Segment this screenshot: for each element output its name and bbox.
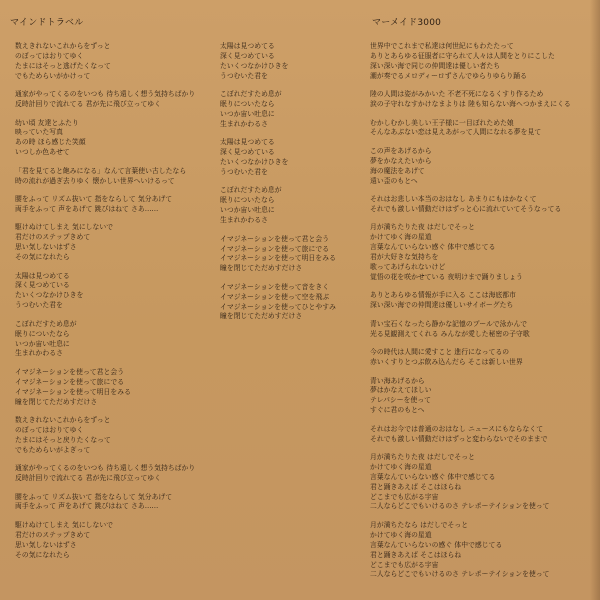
lyric-line: こぼれだすため息が [220, 90, 282, 99]
lyric-line: テレパシーを使って [370, 396, 432, 405]
lyric-line: 君だけのステップきめて [15, 530, 91, 539]
lyric-line: すぐに君のもとへ [370, 406, 425, 415]
lyric-line: でもためらいがかけって [15, 71, 91, 80]
lyric-line: あの時 ほら感じた笑顔 [15, 138, 86, 147]
lyric-stanza [370, 320, 594, 340]
lyric-line: たまにはそっと逃げたくなって [15, 61, 111, 70]
lyric-line: 歌ってあげられないけど [370, 263, 446, 271]
lyric-line: 今の時代は人間に愛すこと 進行になってるの [370, 348, 510, 357]
lyric-line: イマジネーションを使って旅にでる [15, 377, 125, 386]
lyric-line: 両手をふって 声をあげて 跳びはねて さあ…… [15, 502, 159, 511]
lyric-stanza [220, 283, 370, 323]
lyric-stanza [370, 147, 594, 187]
lyric-line: 青い海あげるから [370, 376, 425, 385]
lyric-line: 二人ならどこでもいけるのさ テレポーテイションを使って [370, 570, 550, 579]
lyric-line: 遠い歪のもとへ [370, 176, 418, 185]
lyric-line: それはお悲しい本当のおはなし あまりにもはかなくて [370, 195, 537, 204]
lyric-line: どこまでも広がる宇宙 [370, 560, 439, 569]
left-song-lyrics [15, 42, 215, 569]
lyric-line: 通家がやってくるのをいつも 待ち遠しく想う気持ちばかり [15, 90, 196, 99]
lyric-line: 君と踊きあえば そこはほらね [370, 482, 462, 491]
lyric-line: 時の流れが過ぎ去りゆく 懐かしい世界へいけるって [15, 176, 175, 185]
lyric-line: 陸の人間は姿がみかいた 不老不死になるくすり作るため [370, 90, 544, 99]
lyric-line: 深い深い海での仲間達は優しいサイボーグたち [370, 301, 514, 310]
lyric-line: どこまでも広がる宇宙 [370, 492, 439, 501]
lyric-stanza [220, 235, 370, 275]
lyric-line: イマジネーションを使って旅にでる [220, 244, 330, 253]
lyric-line: それでも激しい情動だけはずっと変わらないでそのままで [370, 434, 548, 443]
lyric-line: 幼い頃 友達とふたり [15, 118, 79, 127]
lyric-line: ありとあらゆる情報が手に入る ここは海底都市 [370, 291, 516, 300]
lyric-line: たまにはそっと戻りたくなって [15, 435, 111, 444]
lyric-stanza [15, 90, 215, 110]
lyric-line: 言葉なんていらない感ぐ 体中で感じてる [370, 243, 496, 252]
lyric-line: イマジネーションを使って明日をみる [15, 387, 131, 396]
lyric-line: 言葉なんていらない感ぐ 体中で感じてる [370, 472, 496, 481]
lyric-line: イマジネーションを使って空を飛ぶ [220, 292, 330, 301]
lyric-line: それでも激しい情動だけはずっと心に流れていてそうなってる [370, 204, 562, 213]
lyric-line: イマジネーションを使って音をきく [220, 282, 330, 291]
lyric-line: 駆けぬけてしまえ 気にしないで [15, 223, 114, 232]
lyric-stanza [220, 42, 370, 82]
lyric-line: 太陽は見つめてる [15, 271, 70, 280]
lyric-line: 腰をふって リズム抜いて 指をならして 気分あげて [15, 195, 173, 204]
lyric-stanza [370, 453, 594, 512]
lyric-line: この声をあげるから [370, 146, 432, 155]
lyric-line: 赤いくすりとつぶ飲み込んだら そこは新しい世界 [370, 358, 523, 367]
lyric-line: 生まれかわるさ [220, 216, 268, 225]
lyric-line: 二人ならどこでもいけるのさ テレポーテイションを使って [370, 502, 550, 511]
lyric-line: かけてゆく海の星道 [370, 233, 432, 242]
lyric-line: 数えきれないこれからをずっと [15, 42, 111, 50]
lyric-line: かけてゆく海の星道 [370, 462, 432, 471]
lyric-stanza [220, 186, 370, 226]
lyric-line: 深く見つめている [15, 281, 70, 290]
lyric-line: 君が大好きな気持ちを [370, 253, 439, 262]
lyric-stanza [15, 464, 215, 484]
lyric-line: かけてゆく海の星道 [370, 530, 432, 539]
lyric-line: いつか宙い吐息に [220, 206, 275, 215]
right-song-lyrics [370, 42, 594, 589]
lyric-line: 「君を見てると飽みになる」なんて言葉使い古したなら [15, 166, 187, 175]
lyric-line: ありとあらゆる征服者に守られて人々は人間をとりにこした [370, 51, 555, 60]
lyric-line: でもためらいがよぎって [15, 445, 91, 454]
lyric-line: 眠りについたなら [15, 329, 70, 338]
lyric-stanza [220, 90, 370, 130]
lyric-line: 太陽は見つめてる [220, 42, 275, 50]
lyric-line: うつむいた君を [220, 167, 268, 176]
lyric-line: 数えきれないこれからをずっと [15, 416, 111, 425]
lyric-line: 眠りについたなら [220, 100, 275, 109]
lyric-stanza [15, 272, 215, 312]
lyric-line: 月が満ちたなら はだしでそっと [370, 520, 469, 529]
lyric-line: 夢はかなえてほしい [370, 386, 432, 395]
lyric-line: たいくつなかけひきを [15, 291, 84, 300]
lyric-line: イマジネーションを使って君と会う [220, 234, 330, 243]
lyric-line: 深く見つめている [220, 148, 275, 157]
lyric-line: 世界中でこれまで私達は何世紀にもわたたって [370, 42, 514, 50]
lyric-line: 言葉なんていらないの感ぐ 体中で感じてる [370, 540, 503, 549]
right-song-title: マーメイド3000 [372, 18, 442, 28]
lyric-line: 月が満ちたりた夜 はだしでそっと [370, 453, 475, 462]
lyric-stanza [15, 493, 215, 513]
lyric-line: 反時計回りで流れてる 君が先に飛び立ってゆく [15, 474, 161, 483]
lyric-line: 生まれかわるさ [220, 119, 268, 128]
lyric-stanza [370, 291, 594, 311]
lyric-line: こぼれだすため息が [15, 319, 77, 328]
lyric-line: それはお今では普通のおはなし ニュースにもならなくて [370, 424, 544, 433]
lyric-line: いつか宙い吐息に [15, 339, 70, 348]
lyric-line: 青い宝石くなったら静かな記憶のプールで泳かんで [370, 319, 528, 328]
lyric-line: その気になれたら [15, 253, 70, 262]
lyric-line: 君と踊きあえば そこはほらね [370, 550, 462, 559]
lyric-line: 両手をふって 声をあげて 跳びはねて さあ…… [15, 204, 159, 213]
lyric-line: たいくつなかけひきを [220, 61, 289, 70]
lyric-stanza [370, 348, 594, 368]
lyric-line: 太陽は見つめてる [220, 138, 275, 147]
lyric-line: 涙の子守れなすかけなまよりは 陸も知らない海ヘつかまえにくる [370, 100, 571, 109]
lyric-line: 君だけのステップきめて [15, 233, 91, 242]
lyric-line: うつむいた君を [15, 301, 63, 310]
left-song-lyrics-continued [220, 42, 370, 331]
page-edge-shadow [590, 0, 600, 600]
lyric-line: 潮が奏でるメロディーロずさんでゆらりゆらり踊る [370, 71, 527, 80]
lyric-line: 覚悟の花を咲かせている 夜明けまで踊りましょう [370, 272, 523, 281]
lyric-line: 駆けぬけてしまえ 気にしないで [15, 520, 114, 529]
lyric-line: イマジネーションを使って明日をみる [220, 254, 336, 263]
lyric-line: 生まれかわるさ [15, 349, 63, 358]
lyric-line: 反時計回りで流れてる 君が先に飛び立ってゆく [15, 100, 161, 109]
lyric-line: そんなあぶない恋は見えあがって人間になれる夢を見て [370, 128, 542, 137]
lyric-line: いつしか色あせて [15, 148, 70, 157]
lyric-stanza [15, 368, 215, 408]
lyric-line: 海の魔法をあげて [370, 166, 425, 175]
lyric-stanza [15, 167, 215, 187]
lyric-stanza [15, 320, 215, 360]
lyric-line: 光る見観測えてくれる みんなが愛した秘密の子守歌 [370, 329, 530, 338]
left-song-title: マインドトラベル [10, 18, 84, 28]
lyric-stanza [370, 521, 594, 580]
lyric-stanza [370, 119, 594, 139]
lyric-stanza [370, 223, 594, 282]
lyric-line: その気になれたら [15, 550, 70, 559]
lyric-line: 腰をふって リズム抜いて 指をならして 気分あげて [15, 492, 173, 501]
lyric-line: 月が満ちたりた夜 はだしでそっと [370, 223, 475, 232]
lyric-line: むかしむかし美しい王子様に一目ぼれためた娘 [370, 118, 514, 127]
lyric-line: 深く見つめている [220, 51, 275, 60]
lyric-line: 眠りについたなら [220, 196, 275, 205]
lyric-stanza [370, 425, 594, 445]
lyric-line: イマジネーションを使って君と会う [15, 367, 125, 376]
lyric-line: イマジネーションを使ってひとやすみ [220, 302, 336, 311]
lyric-line: 瞳を閉じてただめすだけさ [15, 397, 98, 406]
lyric-stanza [15, 42, 215, 82]
lyric-line: 夢をかなえたいから [370, 156, 432, 165]
lyric-line: 深い深い海で同じの仲間達は優しい者たち [370, 61, 501, 70]
lyric-line: 思い気しないはずさ [15, 540, 77, 549]
lyric-line: 通家がやってくるのをいつも 待ち遠しく想う気持ちばかり [15, 464, 196, 473]
lyric-line: のぼってはおりてゆく [15, 51, 84, 60]
lyric-line: こぼれだすため息が [220, 186, 282, 195]
lyric-line: 瞳を閉じてただめすだけさ [220, 264, 303, 273]
lyric-stanza [370, 90, 594, 110]
lyric-line: 瞳を閉じてただめすだけさ [220, 312, 303, 321]
lyric-stanza [370, 377, 594, 417]
lyric-stanza [370, 195, 594, 215]
lyric-line: うつむいた君を [220, 71, 268, 80]
lyric-stanza [15, 195, 215, 215]
lyric-line: 映っていた写真 [15, 128, 63, 137]
lyric-stanza [370, 42, 594, 82]
lyric-stanza [15, 223, 215, 263]
lyric-stanza [15, 119, 215, 159]
lyric-line: いつか宙い吐息に [220, 109, 275, 118]
lyric-line: のぼってはおりてゆく [15, 425, 84, 434]
lyric-stanza [15, 521, 215, 561]
lyric-stanza [220, 138, 370, 178]
lyric-line: 思い気しないはずさ [15, 243, 77, 252]
lyric-stanza [15, 416, 215, 456]
lyric-line: たいくつなかけひきを [220, 158, 289, 167]
